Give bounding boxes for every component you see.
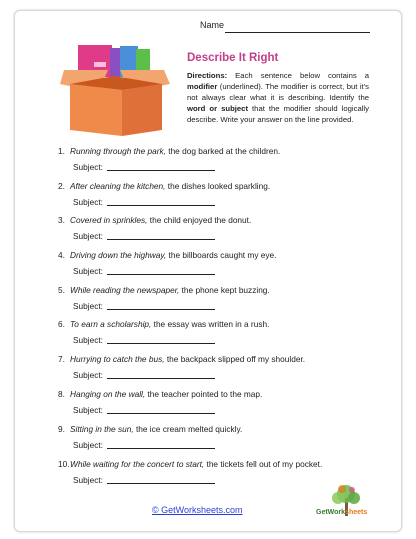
question-text: the backpack slipped off my shoulder. — [164, 354, 306, 364]
answer-line[interactable] — [107, 170, 215, 171]
question-number: 3. — [58, 215, 65, 225]
question-number: 10. — [58, 459, 70, 469]
question-number: 5. — [58, 285, 65, 295]
question-modifier: While reading the newspaper, — [70, 285, 180, 295]
question-text: the dog barked at the children. — [165, 146, 281, 156]
logo-part1: GetWork — [316, 509, 346, 516]
worksheet-title: Describe It Right — [187, 52, 279, 64]
question-number: 4. — [58, 250, 65, 260]
question-1 — [58, 146, 280, 156]
subject-answer-9[interactable] — [73, 440, 215, 450]
directions-part3: that the modifier should logically describe. Write your answer on the line provided. — [187, 104, 369, 124]
box-front — [70, 84, 122, 136]
question-10 — [58, 459, 322, 469]
directions-part1: Each sentence below contains a — [227, 71, 369, 80]
directions-label: Directions: — [187, 71, 228, 80]
question-number: 1. — [58, 146, 65, 156]
name-line — [225, 32, 370, 33]
question-modifier: While waiting for the concert to start, — [70, 459, 205, 469]
question-9 — [58, 424, 242, 434]
question-text: the child enjoyed the donut. — [147, 215, 252, 225]
question-5 — [58, 285, 270, 295]
question-text: the dishes looked sparkling. — [165, 181, 271, 191]
subject-label: Subject: — [73, 335, 103, 345]
question-text: the essay was written in a rush. — [151, 319, 270, 329]
answer-line[interactable] — [107, 378, 215, 379]
question-text: the phone kept buzzing. — [179, 285, 270, 295]
subject-answer-3[interactable] — [73, 231, 215, 241]
question-number: 2. — [58, 181, 65, 191]
subject-answer-8[interactable] — [73, 405, 215, 415]
directions-part2: (underlined). The modifier is correct, but it's not always clear what it is describing. Identify the — [187, 82, 369, 102]
subject-label: Subject: — [73, 231, 103, 241]
question-modifier: After cleaning the kitchen, — [70, 181, 166, 191]
question-modifier: Sitting in the sun, — [70, 424, 134, 434]
answer-line[interactable] — [107, 413, 215, 414]
question-text: the billboards caught my eye. — [166, 250, 277, 260]
question-8 — [58, 389, 262, 399]
question-modifier: Driving down the highway, — [70, 250, 167, 260]
box-illustration — [60, 40, 170, 138]
question-modifier: To earn a scholarship, — [70, 319, 152, 329]
answer-line[interactable] — [107, 205, 215, 206]
question-modifier: Hanging on the wall, — [70, 389, 146, 399]
question-text: the teacher pointed to the map. — [145, 389, 263, 399]
getworksheets-link[interactable]: © GetWorksheets.com — [152, 505, 243, 515]
question-number: 9. — [58, 424, 65, 434]
tree-logo-icon — [318, 482, 376, 530]
subject-answer-6[interactable] — [73, 335, 215, 345]
name-label: Name — [200, 20, 225, 30]
subject-answer-1[interactable] — [73, 162, 215, 172]
question-text: the ice cream melted quickly. — [133, 424, 243, 434]
book-label — [94, 62, 106, 67]
question-3 — [58, 215, 251, 225]
subject-answer-4[interactable] — [73, 266, 215, 276]
subject-answer-2[interactable] — [73, 197, 215, 207]
question-modifier: Covered in sprinkles, — [70, 215, 148, 225]
directions-text — [187, 70, 369, 125]
subject-label: Subject: — [73, 405, 103, 415]
question-7 — [58, 354, 305, 364]
subject-label: Subject: — [73, 197, 103, 207]
question-modifier: Running through the park, — [70, 146, 166, 156]
question-number: 8. — [58, 389, 65, 399]
subject-label: Subject: — [73, 301, 103, 311]
subject-label: Subject: — [73, 475, 103, 485]
subject-label: Subject: — [73, 266, 103, 276]
box-side — [122, 84, 162, 136]
subject-answer-7[interactable] — [73, 370, 215, 380]
directions-word-or-subject: word or subject — [187, 104, 249, 113]
logo-wordmark — [316, 509, 367, 516]
subject-answer-5[interactable] — [73, 301, 215, 311]
answer-line[interactable] — [107, 274, 215, 275]
subject-answer-10[interactable] — [73, 475, 215, 485]
answer-line[interactable] — [107, 343, 215, 344]
answer-line[interactable] — [107, 239, 215, 240]
question-number: 7. — [58, 354, 65, 364]
subject-label: Subject: — [73, 162, 103, 172]
answer-line[interactable] — [107, 448, 215, 449]
subject-label: Subject: — [73, 440, 103, 450]
directions-modifier: modifier — [187, 82, 218, 91]
subject-label: Subject: — [73, 370, 103, 380]
question-2 — [58, 181, 270, 191]
answer-line[interactable] — [107, 483, 215, 484]
question-4 — [58, 250, 276, 260]
question-modifier: Hurrying to catch the bus, — [70, 354, 165, 364]
question-number: 6. — [58, 319, 65, 329]
answer-line[interactable] — [107, 309, 215, 310]
question-6 — [58, 319, 269, 329]
logo-part2: sheets — [345, 509, 368, 516]
question-text: the tickets fell out of my pocket. — [204, 459, 323, 469]
